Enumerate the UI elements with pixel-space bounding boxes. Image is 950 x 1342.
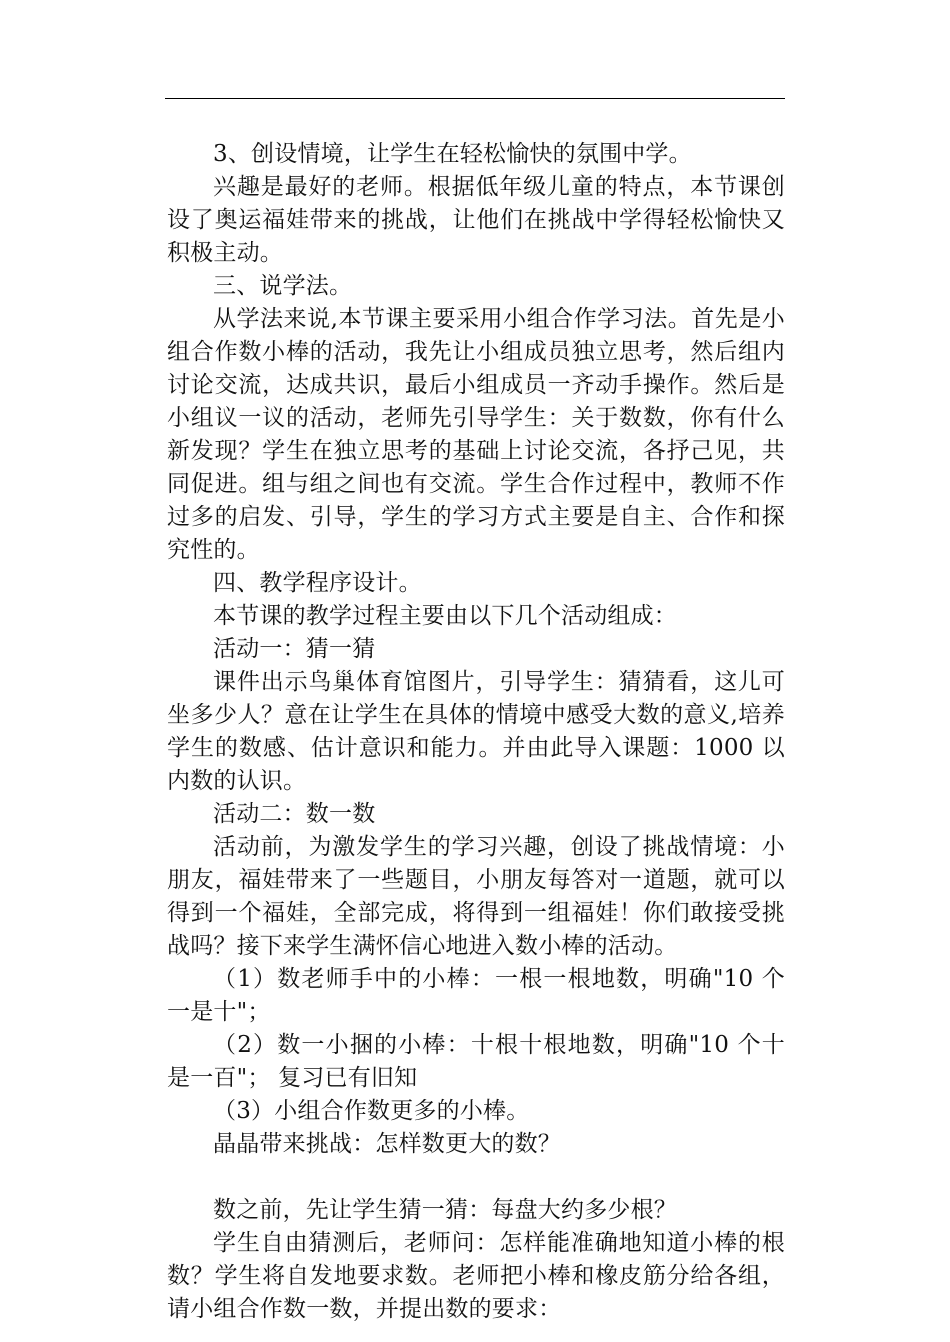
list-item: （1）数老师手中的小棒：一根一根地数，明确"10 个一是十"； (167, 966, 785, 1025)
paragraph: 数之前，先让学生猜一猜：每盘大约多少根？ (213, 1197, 677, 1223)
paragraph: 从学法来说,本节课主要采用小组合作学习法。首先是小组合作数小棒的活动，我先让小组成员独立思考，然后组内讨论交流，达成共识，最后小组成员一齐动手操作。然后是小组议一议的活动，老师先引导学生：关于数数，你有什么新发现？学生在独立思考的基础上讨论交流，各抒己见，共同促进。组与组之间也有交流。学生合作过程中，教师不作过多的启发、引导，学生的学习方式主要是自主、合作和探究性的。 (167, 306, 785, 563)
paragraph: 学生自由猜测后，老师问：怎样能准确地知道小棒的根数？学生将自发地要求数。老师把小棒和橡皮筋分给各组，请小组合作数一数，并提出数的要求： (167, 1230, 785, 1322)
section-heading: 四、教学程序设计。 (213, 570, 422, 596)
paragraph: 本节课的教学过程主要由以下几个活动组成： (213, 603, 677, 629)
paragraph: 晶晶带来挑战：怎样数更大的数？ (213, 1131, 561, 1157)
paragraph: 活动前，为激发学生的学习兴趣，创设了挑战情境：小朋友，福娃带来了一些题目，小朋友每答对一道题，就可以得到一个福娃，全部完成，将得到一组福娃！你们敢接受挑战吗？接下来学生满怀信心地进入数小棒的活动。 (167, 834, 785, 959)
paragraph: 课件出示鸟巢体育馆图片，引导学生：猜猜看，这儿可坐多少人？意在让学生在具体的情境中感受大数的意义,培养学生的数感、估计意识和能力。并由此导入课题：1000 以内数的认识。 (167, 669, 785, 794)
list-item: （2）数一小捆的小棒：十根十根地数，明确"10 个十是一百"； 复习已有旧知 (167, 1032, 785, 1091)
list-item: （3）小组合作数更多的小棒。 (213, 1098, 530, 1124)
document-body (167, 138, 785, 1326)
blank-line (167, 1161, 785, 1194)
paragraph: 3、创设情境，让学生在轻松愉快的氛围中学。 (213, 141, 692, 167)
paragraph: 兴趣是最好的老师。根据低年级儿童的特点，本节课创设了奥运福娃带来的挑战，让他们在挑战中学得轻松愉快又积极主动。 (167, 174, 785, 266)
activity-heading: 活动一：猜一猜 (213, 636, 376, 662)
section-heading: 三、说学法。 (213, 273, 353, 299)
header-rule (165, 98, 785, 99)
activity-heading: 活动二：数一数 (213, 801, 376, 827)
